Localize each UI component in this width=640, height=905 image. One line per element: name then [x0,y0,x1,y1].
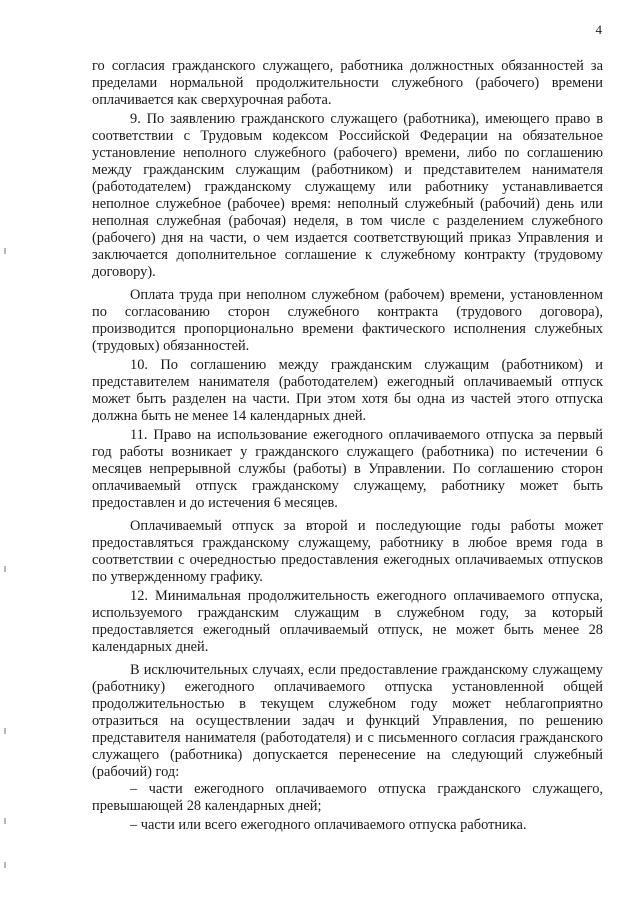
page-number: 4 [595,22,602,37]
left-margin-scan-marks [4,0,10,905]
list-item-employee-leave: – части или всего ежегодного оплачиваемого отпуска работника. [130,817,527,833]
paragraph-item-10: 10. По соглашению между гражданским служащим (работником) и представителем нанимателя (работодателем) ежегодный оплачиваемый отпуск может быть разделен на части. При этом хотя бы одна из частей этого отпуска должна быть не менее 14 календарных дней. [92,357,603,424]
paragraph-item-11: 11. Право на использование ежегодного оплачиваемого отпуска за первый год работы возникает у гражданского служащего (работника) по истечении 6 месяцев непрерывной службы (работы) в Управлении. По соглашению сторон оплачиваемый отпуск гражданскому служащему, работнику может быть предоставлен и до истечения 6 месяцев. [92,427,603,511]
scan-mark [4,566,6,572]
document-body [92,58,603,834]
paragraph-continuation: го согласия гражданского служащего, работника должностных обязанностей за пределами нормальной продолжительности служебного (рабочего) времени оплачивается как сверхурочная работа. [92,58,603,108]
scan-mark [4,728,6,734]
scan-mark [4,862,6,868]
paragraph-item-12: 12. Минимальная продолжительность ежегодного оплачиваемого отпуска, используемого гражданским служащим в служебном году, за который предоставляется ежегодный оплачиваемый отпуск, не может быть менее 28 календарных дней. [92,588,603,655]
scan-mark [4,248,6,254]
paragraph-second-year-leave: Оплачиваемый отпуск за второй и последующие годы работы может предоставляться гражданскому служащему, работнику в любое время года в соответствии с очередностью предоставления ежегодных оплачиваемых отпусков по утвержденному графику. [92,518,603,585]
paragraph-part-time-pay: Оплата труда при неполном служебном (рабочем) времени, установленном по согласованию сторон служебного контракта (трудового договора), производится пропорционально времени фактического исполнения служебных (трудовых) обязанностей. [92,287,603,354]
paragraph-item-9: 9. По заявлению гражданского служащего (работника), имеющего право в соответствии с Трудовым кодексом Российской Федерации на обязательное установление неполного служебного (рабочего) времени, либо по соглашению между гражданским служащим (работником) и представителем нанимателя (работодателем) гражданскому служащему или работнику устанавливается неполное служебное (рабочее) время: неполный служебный (рабочий) день или неполная служебная (рабочая) неделя, в том числе с разделением служебного (рабочего) дня на части, о чем издается соответствующий приказ Управления и заключается дополнительное соглашение к служебному контракту (трудовому договору). [92,111,603,280]
paragraph-exceptional-cases: В исключительных случаях, если предоставление гражданскому служащему (работнику) ежегодного оплачиваемого отпуска установленной общей продолжительностью в текущем служебном году может неблагоприятно отразиться на осуществлении задач и функций Управления, по решению представителя нанимателя (работодателя) и с письменного согласия гражданского служащего (работника) допускается перенесение на следующий служебный (рабочий) год: [92,662,603,780]
list-item-civil-servant-leave: – части ежегодного оплачиваемого отпуска гражданского служащего, превышающей 28 календарных дней; [92,781,603,814]
scan-mark [4,818,6,824]
